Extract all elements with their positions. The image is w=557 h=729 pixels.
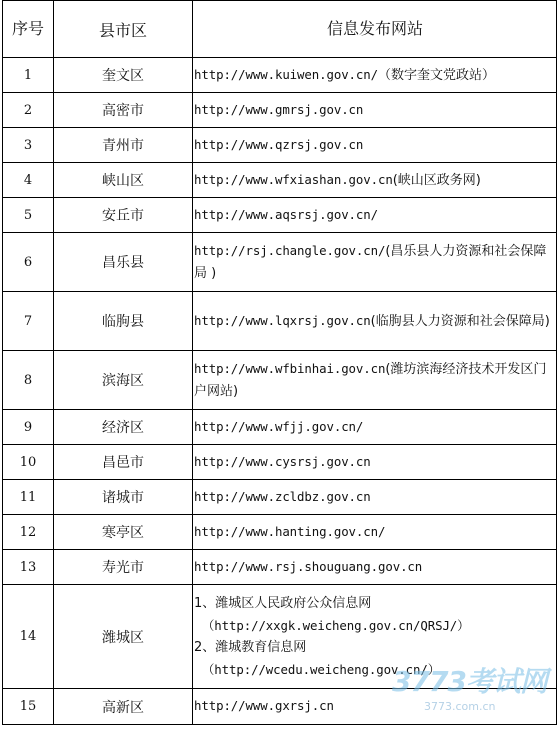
row-site: [193, 515, 557, 550]
table-header-row: [3, 1, 557, 58]
table-row: [3, 689, 557, 725]
row-no: 11: [3, 480, 54, 515]
watermark-url: 3773.com.cn: [424, 700, 496, 713]
site-url[interactable]: http://www.kuiwen.gov.cn/: [194, 66, 378, 82]
site-url[interactable]: （http://xxgk.weicheng.gov.cn/QRSJ/）: [202, 617, 470, 633]
site-note: （数字奎文党政站）: [378, 67, 496, 83]
row-site: [193, 445, 557, 480]
row-district: 高新区: [54, 689, 193, 725]
row-district: 诸城市: [54, 480, 193, 515]
row-site: [193, 410, 557, 445]
table-row: [3, 410, 557, 445]
row-district: 昌邑市: [54, 445, 193, 480]
row-no: 2: [3, 93, 54, 128]
row-district: 寿光市: [54, 550, 193, 585]
site-note: (潍坊滨海经济技术开发区门户网站): [194, 361, 547, 399]
site-note: (临朐县人力资源和社会保障局): [370, 313, 550, 329]
table-row: [3, 198, 557, 233]
row-no: 15: [3, 689, 54, 725]
table-row: [3, 292, 557, 351]
row-site: [193, 351, 557, 410]
table-row: [3, 585, 557, 689]
table-row: [3, 58, 557, 93]
row-site: [193, 292, 557, 351]
site-url[interactable]: （http://wcedu.weicheng.gov.cn/）: [202, 661, 441, 677]
site-note: (峡山区政务网): [392, 172, 481, 188]
site-url[interactable]: http://www.wfbinhai.gov.cn: [194, 360, 386, 376]
row-no: 3: [3, 128, 54, 163]
row-site: [193, 689, 557, 725]
table-row: [3, 480, 557, 515]
row-no: 4: [3, 163, 54, 198]
row-district: 昌乐县: [54, 233, 193, 292]
row-no: 8: [3, 351, 54, 410]
header-district: 县市区: [54, 1, 193, 58]
header-site: 信息发布网站: [193, 1, 557, 58]
row-district: 临朐县: [54, 292, 193, 351]
row-no: 1: [3, 58, 54, 93]
site-label: 1、潍城区人民政府公众信息网: [194, 595, 372, 611]
site-label: 2、潍城教育信息网: [194, 639, 307, 655]
row-district: 经济区: [54, 410, 193, 445]
row-site: [193, 128, 557, 163]
row-site: [193, 163, 557, 198]
site-url[interactable]: http://www.aqsrsj.gov.cn/: [194, 206, 378, 222]
row-site: [193, 233, 557, 292]
table-row: [3, 128, 557, 163]
row-site: [193, 585, 557, 689]
row-district: 青州市: [54, 128, 193, 163]
table-row: [3, 351, 557, 410]
row-district: 寒亭区: [54, 515, 193, 550]
district-website-table: [2, 0, 557, 725]
header-no: 序号: [3, 1, 54, 58]
table-row: [3, 515, 557, 550]
row-district: 潍城区: [54, 585, 193, 689]
site-url[interactable]: http://www.gxrsj.cn: [194, 698, 334, 713]
row-district: 奎文区: [54, 58, 193, 93]
site-url[interactable]: http://rsj.changle.gov.cn/: [194, 242, 386, 258]
site-url[interactable]: http://www.wfxiashan.gov.cn: [194, 171, 393, 187]
watermark-logo: 3773考试网: [392, 665, 547, 698]
site-url[interactable]: http://www.lqxrsj.gov.cn: [194, 312, 371, 328]
row-no: 7: [3, 292, 54, 351]
site-url[interactable]: http://www.gmrsj.gov.cn: [194, 101, 364, 117]
site-url[interactable]: http://www.rsj.shouguang.gov.cn: [194, 558, 423, 574]
row-no: 6: [3, 233, 54, 292]
row-district: 峡山区: [54, 163, 193, 198]
row-site: [193, 198, 557, 233]
site-url[interactable]: http://www.qzrsj.gov.cn: [194, 136, 364, 152]
table-row: [3, 163, 557, 198]
row-site: [193, 550, 557, 585]
row-site: [193, 58, 557, 93]
row-no: 13: [3, 550, 54, 585]
site-url[interactable]: http://www.cysrsj.gov.cn: [194, 453, 371, 469]
row-no: 10: [3, 445, 54, 480]
site-url[interactable]: http://www.wfjj.gov.cn/: [194, 418, 364, 434]
row-no: 9: [3, 410, 54, 445]
table-row: [3, 445, 557, 480]
row-no: 14: [3, 585, 54, 689]
table-row: [3, 93, 557, 128]
row-district: 滨海区: [54, 351, 193, 410]
row-site: [193, 93, 557, 128]
row-no: 5: [3, 198, 54, 233]
row-no: 12: [3, 515, 54, 550]
table-row: [3, 233, 557, 292]
row-district: 高密市: [54, 93, 193, 128]
site-note: (昌乐县人力资源和社会保障局 ): [194, 243, 547, 281]
site-url[interactable]: http://www.hanting.gov.cn/: [194, 523, 386, 539]
row-district: 安丘市: [54, 198, 193, 233]
table-row: [3, 550, 557, 585]
row-site: [193, 480, 557, 515]
site-url[interactable]: http://www.zcldbz.gov.cn: [194, 488, 371, 504]
